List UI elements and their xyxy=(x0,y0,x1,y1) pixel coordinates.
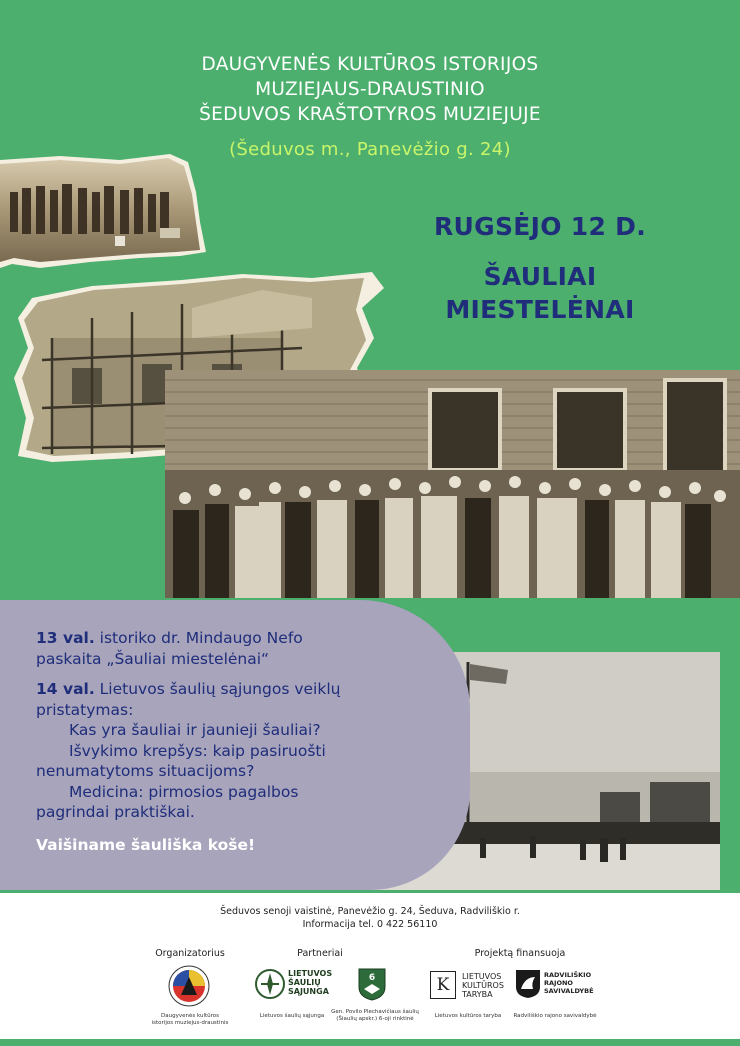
funder2-caption: Radviliškio rajono savivaldybė xyxy=(513,1013,597,1019)
header-line-1: DAUGYVENĖS KULTŪROS ISTORIJOS xyxy=(201,54,539,75)
museum-header xyxy=(0,52,740,160)
venue-phone: Informacija tel. 0 422 56110 xyxy=(302,919,438,930)
lss-logo-text-1: LIETUVOS xyxy=(288,969,333,978)
event-title xyxy=(400,260,680,326)
lss-logo-text-2: ŠAULIŲ xyxy=(288,978,321,987)
event-title-line-1: ŠAULIAI xyxy=(483,262,597,291)
program-sub-3-b: pagrindai praktiškai. xyxy=(36,803,195,821)
program-item-2 xyxy=(36,679,436,823)
lkt-k-icon: K xyxy=(430,971,456,999)
museum-logo-icon xyxy=(168,965,210,1007)
program-item-1-a: istoriko dr. Mindaugo Nefo xyxy=(99,629,303,647)
photo-group-portrait xyxy=(165,370,740,598)
footer-bar xyxy=(0,1039,740,1046)
lkt-logo-text-2: KULTŪROS xyxy=(462,981,504,990)
venue-info xyxy=(0,905,740,931)
program-sub-2-b: nenumatytoms situacijoms? xyxy=(36,762,255,780)
footer xyxy=(0,893,740,1039)
organizer-caption-2: istorijos muziejus-draustinis xyxy=(151,1020,229,1026)
organizer-caption-1: Daugyvenės kultūros xyxy=(160,1013,219,1019)
lss-emblem-icon xyxy=(255,967,285,1001)
program-item-2-a: Lietuvos šaulių sąjungos veiklų xyxy=(99,680,341,698)
partner1-caption: Lietuvos šaulių sąjunga xyxy=(259,1013,325,1019)
program-sub-1: Kas yra šauliai ir jaunieji šauliai? xyxy=(69,721,321,739)
radviliskis-logo-text-1: RADVILIŠKIO xyxy=(544,971,592,979)
partners-heading: Partneriai xyxy=(297,948,343,959)
radviliskis-logo-text-2: RAJONO xyxy=(544,979,573,987)
organizer-heading: Organizatorius xyxy=(155,948,225,959)
radviliskis-logo-text-3: SAVIVALDYBĖ xyxy=(544,987,594,995)
lkt-logo xyxy=(430,971,510,1001)
lss-logo xyxy=(255,967,335,1001)
program-time-1: 13 val. xyxy=(36,629,95,647)
program-treat: Vaišiname šauliška koše! xyxy=(36,835,256,854)
program-sub-2-a: Išvykimo krepšys: kaip pasiruošti xyxy=(69,741,326,760)
lss-logo-text-3: SĄJUNGA xyxy=(288,987,329,996)
event-date: RUGSĖJO 12 D. xyxy=(433,212,647,241)
lkt-logo-text-1: LIETUVOS xyxy=(462,972,502,981)
venue-address: Šeduvos senoji vaistinė, Panevėžio g. 24, Šeduva, Radviliškio r. xyxy=(220,906,520,917)
organizer-caption xyxy=(140,1013,240,1027)
brigade-shield-icon xyxy=(357,967,387,1001)
partner2-caption-2: (Šiaulių apskr.) 6-oji rinktinė xyxy=(336,1016,414,1022)
funder1-caption: Lietuvos kultūros taryba xyxy=(434,1013,502,1019)
svg-text:6: 6 xyxy=(368,973,376,983)
program-text xyxy=(36,628,436,855)
header-line-2: MUZIEJAUS-DRAUSTINIO xyxy=(255,79,485,100)
funding-heading: Projektą finansuoja xyxy=(474,948,566,959)
header-line-3: ŠEDUVOS KRAŠTOTYROS MUZIEJUJE xyxy=(199,104,541,125)
museum-address: (Šeduvos m., Panevėžio g. 24) xyxy=(229,139,511,160)
photo-crowd-outdoors xyxy=(0,152,208,272)
partner2-caption-1: Gen. Povilo Plechavičiaus šaulių xyxy=(331,1009,419,1015)
radviliskis-coat-of-arms-icon xyxy=(515,969,541,999)
program-item-1 xyxy=(36,628,436,669)
program-sub-3-a: Medicina: pirmosios pagalbos xyxy=(69,782,299,801)
radviliskis-logo xyxy=(515,969,595,1003)
event-title-line-2: MIESTELĖNAI xyxy=(445,295,635,324)
lkt-logo-text-3: TARYBA xyxy=(462,990,493,999)
program-item-1-b: paskaita „Šauliai miestelėnai“ xyxy=(36,649,270,668)
partner2-caption xyxy=(330,1009,420,1023)
program-time-2: 14 val. xyxy=(36,680,95,698)
program-item-2-b: pristatymas: xyxy=(36,700,134,719)
